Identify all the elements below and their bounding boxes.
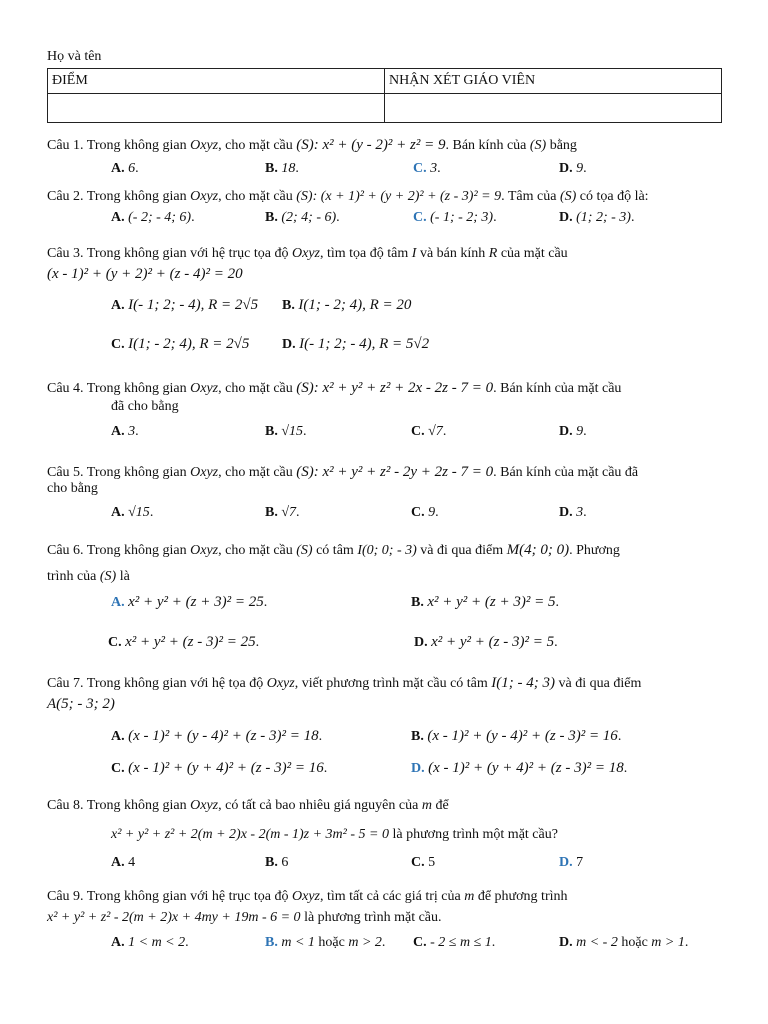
text-span: hoặc	[617, 935, 652, 950]
option-label: B.	[282, 298, 295, 313]
text-span: Câu 1. Trong không gian	[47, 138, 191, 153]
math-expression: Oxyz	[190, 138, 219, 153]
q6-option-a[interactable]	[111, 594, 267, 611]
q7-option-d[interactable]	[411, 760, 627, 777]
q1-option-d[interactable]	[559, 161, 587, 177]
q3-option-c[interactable]	[111, 336, 249, 353]
math-expression: (S)	[529, 138, 547, 153]
math-expression: (- 2; - 4; 6)	[128, 210, 192, 225]
math-expression: (S): x² + (y - 2)² + z² = 9	[296, 137, 446, 153]
q3-option-b[interactable]	[282, 297, 411, 314]
text-span: Câu 9. Trong không gian với hệ trục tọa độ	[47, 889, 292, 904]
math-expression: √15	[281, 424, 304, 439]
math-expression: Oxyz	[190, 189, 219, 204]
q2-option-b[interactable]	[265, 210, 340, 226]
text-span: là phương trình mặt cầu.	[300, 910, 442, 925]
text-span: 4	[128, 855, 136, 870]
math-expression: Oxyz	[292, 246, 320, 261]
q8-option-c[interactable]	[411, 855, 435, 871]
option-label: A.	[111, 855, 125, 870]
math-expression: √7	[281, 505, 297, 520]
q9-option-c[interactable]	[413, 935, 495, 951]
question-8	[47, 797, 722, 814]
question-6	[47, 542, 722, 559]
option-label: A.	[111, 935, 125, 950]
q6-option-d[interactable]	[414, 634, 558, 651]
math-expression: (x - 1)² + (y - 4)² + (z - 3)² = 16	[427, 728, 618, 744]
math-expression: (2; 4; - 6)	[281, 210, 337, 225]
text-span: đã cho bằng	[111, 399, 179, 414]
text-span: Câu 4. Trong không gian	[47, 381, 191, 396]
header	[47, 48, 722, 123]
math-expression: x² + y² + (z - 3)² = 25	[125, 634, 256, 650]
text-span: .	[135, 424, 139, 439]
math-expression: Oxyz	[266, 676, 295, 691]
option-label: D.	[559, 855, 573, 870]
text-span: , cho mặt cầu	[218, 381, 297, 396]
text-span: . Bán kính của mặt cầu	[493, 381, 622, 396]
text-span: , tìm tất cả các giá trị của	[320, 889, 465, 904]
text-span: , cho mặt cầu	[218, 138, 297, 153]
text-span: .	[630, 210, 635, 225]
q8-option-d[interactable]	[559, 855, 583, 871]
option-label: D.	[559, 424, 573, 439]
q7-option-c[interactable]	[111, 760, 327, 777]
option-label: D.	[282, 337, 296, 352]
math-expression: (S)	[99, 569, 117, 584]
text-span: , cho mặt cầu	[218, 189, 297, 204]
question-9-equation	[47, 909, 722, 926]
option-label: C.	[411, 505, 425, 520]
option-label: C.	[111, 761, 125, 776]
math-expression: R	[488, 246, 498, 261]
question-4	[47, 380, 722, 397]
question-3-equation	[47, 266, 722, 283]
math-expression: I(1; - 2; 4), R = 20	[298, 297, 412, 313]
text-span: và đi qua điểm	[416, 543, 507, 558]
math-expression: I	[411, 246, 417, 261]
score-cell[interactable]	[48, 94, 385, 123]
text-span: Câu 5. Trong không gian	[47, 465, 191, 480]
option-label: D.	[559, 505, 573, 520]
math-expression: x² + y² + z² + 2(m + 2)x - 2(m - 1)z + 3m² - 5 = 0	[111, 827, 389, 842]
text-span: .	[555, 595, 559, 610]
text-span: .	[191, 210, 195, 225]
text-span: 6	[281, 855, 289, 870]
option-label: A.	[111, 424, 125, 439]
text-span: bằng	[546, 138, 577, 153]
q5-option-d[interactable]	[559, 505, 587, 521]
question-9	[47, 888, 722, 905]
option-label: D.	[559, 210, 573, 225]
math-expression: m	[421, 798, 432, 813]
math-expression: (x - 1)² + (y + 2)² + (z - 4)² = 20	[47, 266, 243, 282]
math-expression: I(1; - 4; 3)	[491, 675, 556, 691]
text-span: .	[381, 935, 386, 950]
math-expression: √7	[428, 424, 443, 439]
option-label: A.	[111, 729, 125, 744]
text-span: . Bán kính của mặt cầu đã	[493, 465, 639, 480]
q9-option-d[interactable]	[559, 935, 688, 951]
math-expression: - 2 ≤ m ≤ 1	[430, 935, 492, 950]
q3-option-d[interactable]	[282, 336, 429, 353]
text-span: cho bằng	[47, 481, 98, 496]
option-label: A.	[111, 595, 125, 610]
option-label: C.	[411, 855, 425, 870]
text-span: .	[684, 935, 689, 950]
option-label: C.	[413, 161, 427, 176]
option-label: C.	[413, 935, 427, 950]
math-expression: m > 1	[651, 935, 685, 950]
option-label: B.	[265, 935, 278, 950]
text-span: của mặt cầu	[497, 246, 568, 261]
math-expression: m	[464, 889, 475, 904]
option-label: A.	[111, 161, 125, 176]
math-expression: 3	[576, 505, 584, 520]
option-label: A.	[111, 505, 125, 520]
text-span: để	[431, 798, 449, 813]
text-span: có tọa độ là:	[576, 189, 649, 204]
question-3	[47, 245, 722, 262]
option-label: B.	[411, 595, 424, 610]
math-expression: (S)	[296, 543, 313, 558]
option-label: C.	[411, 424, 425, 439]
text-span: .	[296, 505, 300, 520]
q9-option-a[interactable]	[111, 935, 189, 951]
question-8-equation	[111, 826, 722, 843]
q2-option-c[interactable]	[413, 210, 497, 226]
math-expression: 3	[430, 161, 438, 176]
math-expression: (S)	[559, 189, 577, 204]
text-span: .	[617, 729, 622, 744]
text-span: .	[583, 424, 587, 439]
text-span: .	[583, 161, 587, 176]
math-expression: I(0; 0; - 3)	[357, 543, 417, 558]
question-7-line2	[47, 696, 722, 713]
math-expression: (x - 1)² + (y - 4)² + (z - 3)² = 18	[128, 728, 319, 744]
math-expression: (- 1; - 2; 3)	[430, 210, 494, 225]
q4-option-d[interactable]	[559, 424, 587, 440]
text-span: để phương trình	[474, 889, 568, 904]
q6-option-c[interactable]	[108, 634, 259, 651]
text-span: .	[583, 505, 587, 520]
math-expression: x² + y² + (z - 3)² = 5	[431, 634, 555, 650]
text-span: .	[135, 161, 139, 176]
text-span: .	[493, 210, 497, 225]
math-expression: x² + y² + z² - 2(m + 2)x + 4my + 19m - 6 = 0	[47, 910, 301, 925]
text-span: và bán kính	[416, 246, 489, 261]
text-span: trình của	[47, 569, 100, 584]
q4-option-c[interactable]	[411, 424, 446, 440]
option-label: C.	[111, 337, 125, 352]
text-span: .	[623, 761, 628, 776]
math-expression: I(- 1; 2; - 4), R = 2√5	[128, 297, 259, 313]
option-label: D.	[559, 161, 573, 176]
option-label: B.	[265, 210, 278, 225]
math-expression: I(1; - 2; 4), R = 2√5	[128, 336, 250, 352]
option-label: B.	[265, 161, 278, 176]
question-5-line2	[47, 480, 722, 497]
math-expression: (S): x² + y² + z² + 2x - 2z - 7 = 0	[296, 380, 494, 396]
math-expression: x² + y² + (z + 3)² = 25	[128, 594, 264, 610]
math-expression: Oxyz	[190, 798, 219, 813]
text-span: .	[303, 424, 307, 439]
question-2	[47, 188, 722, 205]
option-label: A.	[111, 210, 125, 225]
q4-option-b[interactable]	[265, 424, 307, 440]
math-expression: m < 1	[281, 935, 315, 950]
math-expression: Oxyz	[292, 889, 320, 904]
q9-option-b[interactable]	[265, 935, 385, 951]
math-expression: (x - 1)² + (y + 4)² + (z - 3)² = 18	[428, 760, 624, 776]
text-span: , cho mặt cầu	[218, 543, 297, 558]
text-span: Câu 3. Trong không gian với hệ trục tọa độ	[47, 246, 292, 261]
text-span: Câu 7. Trong không gian với hệ tọa độ	[47, 676, 267, 691]
text-span: và đi qua điểm	[555, 676, 642, 691]
text-span: .	[437, 161, 441, 176]
q5-option-a[interactable]	[111, 505, 153, 521]
option-label: D.	[559, 935, 573, 950]
text-span: .	[255, 635, 260, 650]
text-span: , có tất cả bao nhiêu giá nguyên của	[218, 798, 422, 813]
math-expression: m < - 2	[576, 935, 618, 950]
q1-option-c[interactable]	[413, 161, 441, 177]
math-expression: 9	[576, 424, 584, 439]
text-span: .	[491, 935, 496, 950]
math-expression: (x - 1)² + (y + 4)² + (z - 3)² = 16	[128, 760, 324, 776]
math-expression: (1; 2; - 3)	[576, 210, 631, 225]
text-span: . Phương	[569, 543, 620, 558]
question-6-line2	[47, 568, 722, 585]
q5-option-b[interactable]	[265, 505, 300, 521]
text-span: 5	[428, 855, 436, 870]
q8-option-a[interactable]	[111, 855, 135, 871]
text-span: . Bán kính của	[445, 138, 530, 153]
math-expression: Oxyz	[190, 465, 219, 480]
text-span: .	[336, 210, 340, 225]
name-label: Họ và tên	[47, 49, 102, 64]
text-span: . Tâm của	[501, 189, 560, 204]
q4-option-a[interactable]	[111, 424, 139, 440]
math-expression: 1 < m < 2	[128, 935, 186, 950]
option-label: A.	[111, 298, 125, 313]
text-span: Câu 2. Trong không gian	[47, 189, 191, 204]
text-span: .	[185, 935, 189, 950]
text-span: , cho mặt cầu	[218, 465, 297, 480]
math-expression: Oxyz	[190, 381, 219, 396]
text-span: 7	[576, 855, 584, 870]
math-expression: 3	[128, 424, 136, 439]
q3-option-a[interactable]	[111, 297, 258, 314]
text-span: hoặc	[314, 935, 349, 950]
text-span: .	[442, 424, 447, 439]
question-5	[47, 464, 722, 481]
option-label: D.	[414, 635, 428, 650]
q8-option-b[interactable]	[265, 855, 288, 871]
teacher-comment-header: NHẬN XÉT GIÁO VIÊN	[385, 69, 722, 94]
math-expression: 9	[428, 505, 436, 520]
question-4-line2	[111, 398, 711, 415]
math-expression: m > 2	[348, 935, 382, 950]
option-label: C.	[108, 635, 122, 650]
math-expression: √15	[128, 505, 150, 520]
text-span: là phương trình một mặt cầu?	[388, 827, 558, 842]
option-label: B.	[265, 424, 278, 439]
q5-option-c[interactable]	[411, 505, 439, 521]
math-expression: Oxyz	[190, 543, 219, 558]
q6-option-b[interactable]	[411, 594, 559, 611]
text-span: .	[323, 761, 328, 776]
text-span: .	[263, 595, 268, 610]
option-label: B.	[265, 855, 278, 870]
option-label: D.	[411, 761, 425, 776]
teacher-comment-cell[interactable]	[385, 94, 722, 123]
text-span: Câu 6. Trong không gian	[47, 543, 191, 558]
score-header: ĐIỂM	[48, 69, 385, 94]
question-1	[47, 137, 722, 154]
question-7	[47, 675, 722, 692]
option-label: C.	[413, 210, 427, 225]
grade-table	[47, 68, 722, 123]
math-expression: x² + y² + (z + 3)² = 5	[427, 594, 556, 610]
q7-option-b[interactable]	[411, 728, 621, 745]
q7-option-a[interactable]	[111, 728, 322, 745]
text-span: .	[554, 635, 558, 650]
q1-option-b[interactable]	[265, 161, 299, 177]
text-span: Câu 8. Trong không gian	[47, 798, 191, 813]
math-expression: 18	[281, 161, 296, 176]
q2-option-a[interactable]	[111, 210, 195, 226]
math-expression: 9	[576, 161, 584, 176]
math-expression: 6	[128, 161, 136, 176]
text-span: , viết phương trình mặt cầu có tâm	[294, 676, 492, 691]
text-span: .	[435, 505, 439, 520]
text-span: .	[295, 161, 299, 176]
math-expression: M(4; 0; 0)	[506, 542, 570, 558]
text-span: , tìm tọa độ tâm	[320, 246, 412, 261]
math-expression: (S): (x + 1)² + (y + 2)² + (z - 3)² = 9	[296, 189, 502, 204]
math-expression: I(- 1; 2; - 4), R = 5√2	[299, 336, 430, 352]
q1-option-a[interactable]	[111, 161, 139, 177]
text-span: .	[149, 505, 154, 520]
q2-option-d[interactable]	[559, 210, 634, 226]
text-span: .	[318, 729, 323, 744]
math-expression: (S): x² + y² + z² - 2y + 2z - 7 = 0	[296, 464, 494, 480]
option-label: B.	[265, 505, 278, 520]
math-expression: A(5; - 3; 2)	[47, 696, 115, 712]
option-label: B.	[411, 729, 424, 744]
text-span: là	[116, 569, 130, 584]
text-span: có tâm	[312, 543, 358, 558]
